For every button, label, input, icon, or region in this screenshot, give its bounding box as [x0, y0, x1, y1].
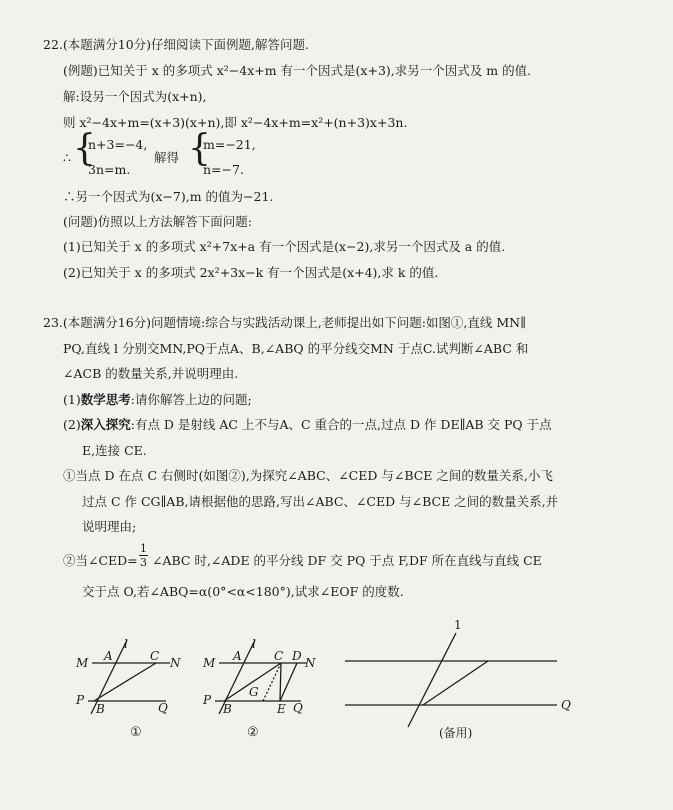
- q22-system1-eq1: n+3=−4,: [88, 137, 148, 152]
- fig3-line-bisector: [423, 661, 488, 705]
- q23-line3: ∠ACB 的数量关系,并说明理由.: [63, 366, 239, 381]
- fig1-label-a: A: [104, 649, 113, 663]
- fig2-label-n: N: [305, 656, 316, 670]
- q22-system1-brace: {: [73, 128, 96, 169]
- fig1-label-c: C: [150, 649, 160, 663]
- fraction-denominator: 3: [140, 556, 147, 569]
- q23-part1-text: :请你解答上边的问题;: [130, 392, 252, 407]
- fraction-numerator: 1: [140, 542, 147, 555]
- figure-2: [195, 630, 325, 745]
- q22-conclusion: ∴另一个因式为(x−7),m 的值为−21.: [63, 189, 274, 204]
- fig2-label-b: B: [223, 702, 232, 716]
- fig2-label-e: E: [277, 702, 286, 716]
- fig2-line-de: [280, 663, 297, 701]
- fig1-label-l: l: [124, 637, 128, 651]
- fig3-label-l: 1: [454, 618, 462, 632]
- q23-sub1-line1: ①当点 D 在点 C 右侧时(如图②),为探究∠ABC、∠CED 与∠BCE 之间的数量关系,小飞: [63, 468, 553, 483]
- fig2-caption: ②: [247, 725, 259, 740]
- fig1-caption: ①: [130, 725, 142, 740]
- fig2-label-m: M: [203, 656, 216, 670]
- fig3-caption: (备用): [439, 726, 473, 740]
- q22-problem-part2: (2)已知关于 x 的多项式 2x²+3x−k 有一个因式是(x+4),求 k 的值.: [63, 265, 439, 280]
- q23-sub2-line2: 交于点 O,若∠ABQ=α(0°<α<180°),试求∠EOF 的度数.: [82, 584, 404, 599]
- q23-part2-text: :有点 D 是射线 AC 上不与A、C 重合的一点,过点 D 作 DE∥AB 交 PQ 于点: [130, 417, 552, 432]
- fig3-line-transversal: [408, 633, 456, 727]
- q23-sub1-line3: 说明理由;: [82, 519, 137, 534]
- figure-1: [70, 630, 190, 745]
- q22-system2-eq2: n=−7.: [203, 162, 244, 177]
- fig2-line-ce: [280, 663, 281, 701]
- fig1-label-p: P: [76, 693, 85, 707]
- q22-example: (例题)已知关于 x 的多项式 x²−4x+m 有一个因式是(x+3),求另一个因式及 m 的值.: [63, 63, 532, 78]
- q23-part2-line2: E,连接 CE.: [82, 443, 147, 458]
- figure-3-spare: [335, 615, 585, 745]
- q22-title: 22.(本题满分10分)仔细阅读下面例题,解答问题.: [43, 37, 309, 52]
- fig2-label-q: Q: [293, 701, 303, 715]
- fig1-label-m: M: [76, 656, 89, 670]
- fig1-line-bc: [94, 663, 156, 701]
- q22-system1-eq2: 3n=m.: [88, 162, 131, 177]
- q22-system2-eq1: m=−21,: [203, 137, 256, 152]
- q23-sub2-start: ②当∠CED=: [63, 553, 138, 568]
- q22-problem-heading: (问题)仿照以上方法解答下面问题:: [63, 214, 252, 229]
- q23-line1: 23.(本题满分16分)问题情境:综合与实践活动课上,老师提出如下问题:如图①,直线 MN∥: [43, 315, 526, 330]
- q22-solve-line1: 解:设另一个因式为(x+n),: [63, 89, 207, 104]
- fig2-label-g: G: [249, 685, 259, 699]
- q23-part1-number: (1): [63, 392, 81, 407]
- q22-problem-part1: (1)已知关于 x 的多项式 x²+7x+a 有一个因式是(x−2),求另一个因式及 a 的值.: [63, 239, 506, 254]
- q23-sub1-line2: 过点 C 作 CG∥AB,请根据他的思路,写出∠ABC、∠CED 与∠BCE 之间的数量关系,并: [82, 494, 559, 509]
- fig1-label-b: B: [96, 702, 105, 716]
- fig2-label-c: C: [274, 649, 284, 663]
- q23-line2: PQ,直线 l 分别交MN,PQ于点A、B,∠ABQ 的平分线交MN 于点C.试判断∠ABC 和: [63, 341, 529, 356]
- q23-part2-number: (2): [63, 417, 81, 432]
- q23-sub2-rest: ∠ABC 时,∠ADE 的平分线 DF 交 PQ 于点 F,DF 所在直线与直线 CE: [152, 553, 542, 568]
- fig1-label-q: Q: [158, 701, 168, 715]
- q23-part1: [63, 392, 252, 408]
- q23-part2: [63, 417, 552, 433]
- fig1-label-n: N: [170, 656, 181, 670]
- fig2-label-l: l: [252, 637, 256, 651]
- q23-one-third-fraction: [139, 543, 148, 568]
- q22-solve-line2: 则 x²−4x+m=(x+3)(x+n),即 x²−4x+m=x²+(n+3)x+3n.: [63, 115, 408, 130]
- q22-system2-brace: {: [188, 128, 211, 169]
- fig2-label-p: P: [203, 693, 212, 707]
- q23-part2-heading: 深入探究: [80, 417, 131, 432]
- q22-therefore-symbol: ∴: [63, 150, 71, 165]
- fig2-label-a: A: [233, 649, 242, 663]
- fig3-label-q: Q: [561, 698, 571, 712]
- q23-part1-heading: 数学思考: [80, 392, 131, 407]
- fig2-label-d: D: [292, 649, 302, 663]
- q22-solved-label: 解得: [154, 150, 180, 165]
